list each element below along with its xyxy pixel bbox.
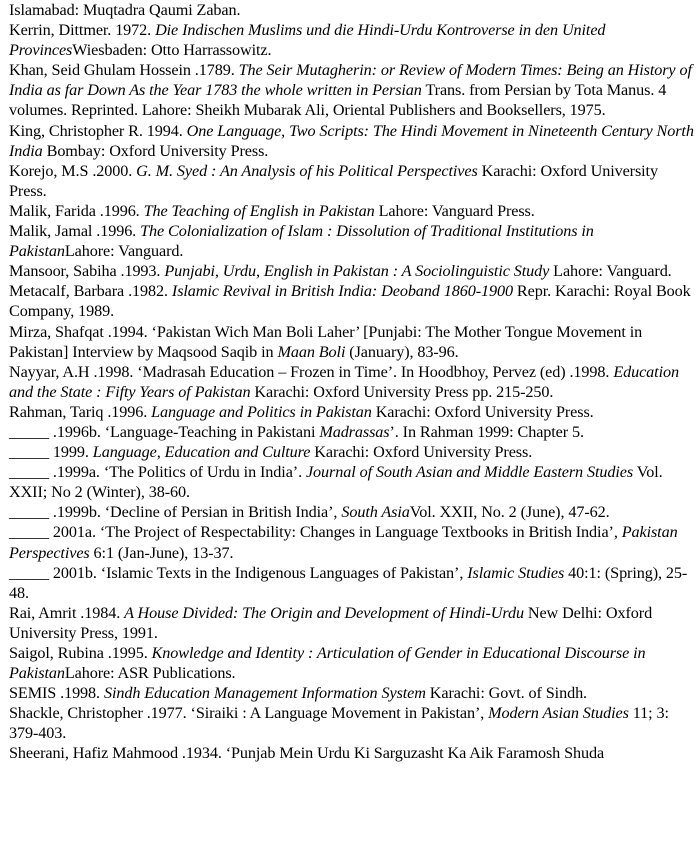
reference-text: King, Christopher R. 1994. — [9, 121, 187, 140]
reference-title: The Colonialization of Islam : Dissolution of Traditional Institutions in Pakistan — [9, 222, 594, 261]
reference-title: Sindh Education Management Information System — [103, 684, 426, 703]
reference-text: Vol. XXII, No. 2 (June), 47-62. — [409, 503, 610, 522]
reference-text: Malik, Jamal .1996. — [9, 222, 141, 241]
reference-entry — [9, 522, 694, 562]
reference-text: Khan, Seid Ghulam Hossein .1789. — [9, 61, 239, 80]
reference-entry — [9, 462, 694, 502]
reference-text: Lahore: Vanguard. — [549, 262, 672, 281]
reference-text: _____ 2001a. ‘The Project of Respectability: Changes in Language Textbooks in British India’, — [9, 523, 622, 542]
reference-entry — [9, 743, 694, 763]
reference-text: New Delhi: Oxford University Press, 1991. — [9, 603, 653, 642]
reference-title: Madrassas — [319, 422, 390, 441]
reference-title: Die Indischen Muslims und die Hindi-Urdu Kontroverse in den United Provinces — [9, 21, 606, 60]
reference-text: _____ .1999b. ‘Decline of Persian in British India’, — [9, 503, 342, 522]
reference-text: Islamabad: Muqtadra Qaumi Zaban. — [9, 1, 241, 19]
reference-entry — [9, 502, 694, 522]
reference-text: Mansoor, Sabiha .1993. — [9, 262, 165, 281]
reference-title: Islamic Studies — [467, 563, 565, 582]
reference-entry — [9, 563, 694, 603]
reference-text: Malik, Farida .1996. — [9, 201, 144, 220]
reference-title: Islamic Revival in British India: Deoband 1860-1900 — [171, 282, 513, 301]
reference-text: Korejo, M.S .2000. — [9, 161, 137, 180]
reference-entry — [9, 422, 694, 442]
reference-entry — [9, 221, 694, 261]
reference-entry — [9, 0, 694, 20]
reference-text: Rai, Amrit .1984. — [9, 603, 125, 622]
reference-title: Journal of South Asian and Middle Eastern Studies — [305, 463, 634, 482]
reference-text: 11; 3: 379-403. — [9, 704, 669, 743]
reference-text: 40:1: (Spring), 25-48. — [9, 563, 688, 602]
reference-list — [9, 0, 694, 764]
reference-text: Karachi: Govt. of Sindh. — [425, 684, 588, 703]
reference-title: Language, Education and Culture — [92, 443, 311, 462]
reference-text: Mirza, Shafqat .1994. ‘Pakistan Wich Man Boli Laher’ [Punjabi: The Mother Tongue Movement in Pakistan] Interview by Maqsood Saqib in — [9, 322, 643, 361]
reference-text: Lahore: ASR Publications. — [64, 664, 236, 683]
reference-entry — [9, 683, 694, 703]
reference-title: A House Divided: The Origin and Development of Hindi-Urdu — [124, 603, 524, 622]
reference-text: SEMIS .1998. — [9, 684, 104, 703]
reference-text: Metacalf, Barbara .1982. — [9, 282, 172, 301]
reference-title: Education and the State : Fifty Years of Pakistan — [9, 362, 679, 401]
reference-title: The Seir Mutagherin: or Review of Modern Times: Being an History of India as far Down As the Year 1783 the whole written in Persian — [9, 61, 692, 100]
reference-text: Karachi: Oxford University Press pp. 215-250. — [250, 382, 554, 401]
reference-text: Karachi: Oxford University Press. — [310, 443, 533, 462]
reference-title: Punjabi, Urdu, English in Pakistan : A Sociolinguistic Study — [164, 262, 550, 281]
reference-text: Saigol, Rubina .1995. — [9, 644, 152, 662]
reference-text: Repr. Karachi: Royal Book Company, 1989. — [9, 282, 691, 321]
reference-text: _____ .1996b. ‘Language-Teaching in Pakistani — [9, 422, 320, 441]
reference-text: (January), 83-96. — [345, 342, 459, 361]
reference-text: Lahore: Vanguard. — [64, 242, 184, 261]
reference-title: Modern Asian Studies — [488, 704, 629, 723]
reference-entry — [9, 322, 694, 362]
reference-text: Nayyar, A.H .1998. ‘Madrasah Education – Frozen in Time’. In Hoodbhoy, Pervez (ed) .1998. — [9, 362, 614, 381]
reference-entry — [9, 281, 694, 321]
reference-entry — [9, 442, 694, 462]
reference-text: Wiesbaden: Otto Harrassowitz. — [72, 41, 272, 60]
reference-text: Kerrin, Dittmer. 1972. — [9, 21, 156, 40]
reference-text: ’. In Rahman 1999: Chapter 5. — [389, 422, 584, 441]
reference-entry — [9, 201, 694, 221]
reference-title: South Asia — [341, 503, 410, 522]
reference-text: _____ 2001b. ‘Islamic Texts in the Indigenous Languages of Pakistan’, — [9, 563, 468, 582]
reference-title: G. M. Syed : An Analysis of his Political Perspectives — [136, 161, 478, 180]
reference-entry — [9, 362, 694, 402]
reference-title: Maan Boli — [277, 342, 346, 361]
reference-text: _____ 1999. — [9, 443, 93, 462]
reference-title: One Language, Two Scripts: The Hindi Movement in Nineteenth Century North India — [9, 121, 694, 160]
reference-text: Trans. from Persian by Tota Manus. 4 volumes. Reprinted. Lahore: Sheikh Mubarak Ali, Oriental Publishers and Booksellers, 1975. — [9, 81, 667, 120]
reference-text: Karachi: Oxford University Press. — [9, 161, 658, 200]
reference-text: Rahman, Tariq .1996. — [9, 402, 152, 421]
reference-entry — [9, 643, 694, 683]
reference-text: Karachi: Oxford University Press. — [371, 402, 594, 421]
reference-entry — [9, 603, 694, 643]
reference-entry — [9, 161, 694, 201]
reference-entry — [9, 60, 694, 120]
reference-entry — [9, 402, 694, 422]
reference-entry — [9, 261, 694, 281]
reference-entry — [9, 121, 694, 161]
reference-text: _____ .1999a. ‘The Politics of Urdu in India’. — [9, 463, 306, 482]
reference-entry — [9, 20, 694, 60]
reference-title: The Teaching of English in Pakistan — [143, 201, 375, 220]
reference-title: Language and Politics in Pakistan — [151, 402, 372, 421]
reference-title: Knowledge and Identity : Articulation of Gender in Educational Discourse in Pakistan — [9, 644, 646, 683]
reference-text: Shackle, Christopher .1977. ‘Siraiki : A Language Movement in Pakistan’, — [9, 704, 489, 723]
reference-text: Lahore: Vanguard Press. — [374, 201, 535, 220]
reference-title: Pakistan Perspectives — [9, 523, 678, 562]
reference-entry — [9, 703, 694, 743]
reference-text: Bombay: Oxford University Press. — [42, 141, 269, 160]
reference-text: Sheerani, Hafiz Mahmood .1934. ‘Punjab Mein Urdu Ki Sarguzasht Ka Aik Faramosh Shuda — [9, 744, 605, 763]
reference-text: 6:1 (Jan-June), 13-37. — [89, 543, 234, 562]
reference-text: Vol. XXII; No 2 (Winter), 38-60. — [9, 463, 663, 502]
